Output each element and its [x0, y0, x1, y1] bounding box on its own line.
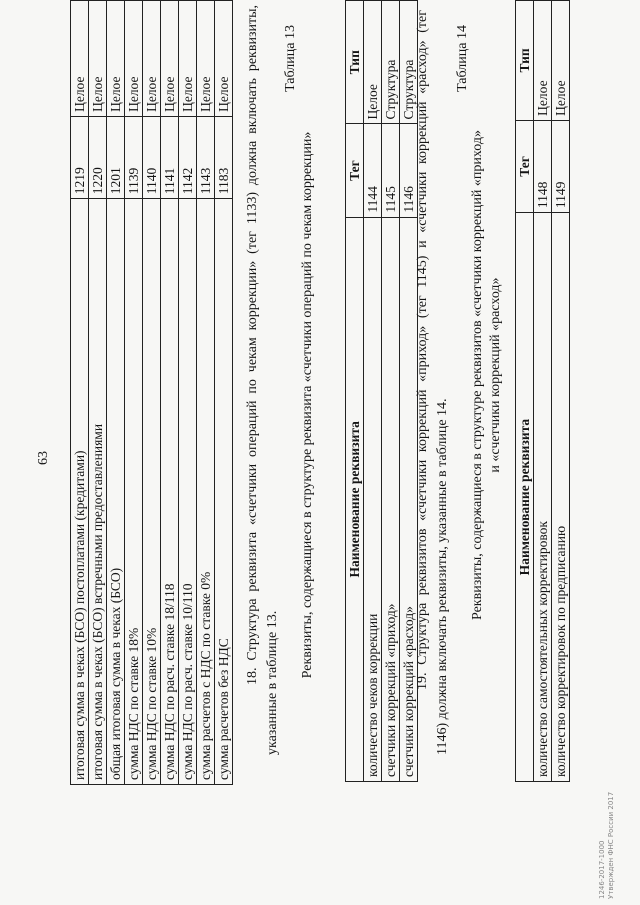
requisite-tag: 1201 — [107, 116, 125, 198]
table-row — [161, 1, 179, 785]
requisite-name: количество корректировок по предписанию — [552, 213, 570, 782]
table-13-body — [364, 1, 418, 782]
table-14-caption-line-2: и «счетчики коррекций «расход» — [488, 277, 503, 473]
page-number: 63 — [36, 451, 51, 465]
requisite-tag: 1148 — [534, 120, 552, 212]
requisite-type: Целое — [179, 1, 197, 117]
table-14-header — [516, 1, 534, 782]
column-header-tag: Тег — [516, 120, 534, 212]
requisite-name: итоговая сумма в чеках (БСО) постоплатами (кредитами) — [71, 199, 89, 785]
requisite-type: Целое — [161, 1, 179, 117]
requisite-tag: 1145 — [382, 124, 400, 217]
table-row — [89, 1, 107, 785]
requisite-name: количество чеков коррекции — [364, 217, 382, 781]
requisite-type: Целое — [89, 1, 107, 117]
table-row — [197, 1, 215, 785]
table-row — [179, 1, 197, 785]
table-14-label: Таблица 14 — [455, 25, 470, 92]
requisite-name: общая итоговая сумма в чеках (БСО) — [107, 199, 125, 785]
requisite-tag: 1146 — [400, 124, 418, 217]
table-14-caption-line-1: Реквизиты, содержащиеся в структуре реквизитов «счетчики коррекций «приход» — [470, 129, 485, 621]
requisite-type: Целое — [552, 1, 570, 121]
requisite-name: количество самостоятельных корректировок — [534, 213, 552, 782]
registration-stamp — [598, 789, 616, 899]
table-13-caption: Реквизиты, содержащиеся в структуре реквизита «счетчики операций по чекам коррекции» — [300, 131, 315, 679]
table-row — [364, 1, 382, 782]
requisite-tag: 1141 — [161, 116, 179, 198]
requisite-type: Целое — [143, 1, 161, 117]
table-14 — [515, 0, 570, 782]
table-continuation-body — [71, 1, 233, 785]
requisite-name: сумма НДС по ставке 10% — [143, 199, 161, 785]
requisite-type: Целое — [215, 1, 233, 117]
table-13-header — [346, 1, 364, 782]
paragraph-18-line-1: 18. Структура реквизита «счетчики операций по чекам коррекции» (тег 1133) должна включать реквизиты, — [245, 5, 260, 685]
table-header-row — [516, 1, 534, 782]
column-header-tag: Тег — [346, 124, 364, 217]
table-row — [534, 1, 552, 782]
paragraph-19-line-2: 1146) должна включать реквизиты, указанные в таблице 14. — [435, 398, 450, 755]
table-14-body — [534, 1, 570, 782]
table-header-row — [346, 1, 364, 782]
requisite-tag: 1139 — [125, 116, 143, 198]
table-row — [215, 1, 233, 785]
requisite-type: Целое — [197, 1, 215, 117]
table-row — [107, 1, 125, 785]
table-13-label: Таблица 13 — [283, 25, 298, 92]
stamp-line-1: 1246-2017-1000 — [598, 840, 606, 899]
requisite-name: сумма расчетов с НДС по ставке 0% — [197, 199, 215, 785]
requisite-name: сумма расчетов без НДС — [215, 199, 233, 785]
column-header-name: Наименование реквизита — [346, 217, 364, 781]
paragraph-19-line-1: 19. Структура реквизитов «счетчики коррекций «приход» (тег 1145) и «счетчики коррекций «расход» (тег — [415, 10, 430, 690]
column-header-type: Тип — [516, 1, 534, 121]
table-row — [552, 1, 570, 782]
table-13 — [345, 0, 418, 782]
requisite-tag: 1183 — [215, 116, 233, 198]
requisite-tag: 1144 — [364, 124, 382, 217]
requisite-tag: 1140 — [143, 116, 161, 198]
requisite-name: итоговая сумма в чеках (БСО) встречными предоставлениями — [89, 199, 107, 785]
requisite-name: сумма НДС по расч. ставке 18/118 — [161, 199, 179, 785]
requisite-tag: 1220 — [89, 116, 107, 198]
table-row — [125, 1, 143, 785]
paragraph-18-line-2: указанные в таблице 13. — [265, 610, 280, 755]
requisite-type: Целое — [364, 1, 382, 125]
column-header-name: Наименование реквизита — [516, 213, 534, 782]
requisite-type: Целое — [534, 1, 552, 121]
table-row — [71, 1, 89, 785]
requisite-type: Целое — [125, 1, 143, 117]
requisite-type: Структура — [400, 1, 418, 125]
requisite-type: Целое — [107, 1, 125, 117]
requisite-type: Структура — [382, 1, 400, 125]
requisite-name: счетчики коррекций «приход» — [382, 217, 400, 781]
column-header-type: Тип — [346, 1, 364, 125]
requisite-name: сумма НДС по ставке 18% — [125, 199, 143, 785]
requisite-name: счетчики коррекций «расход» — [400, 217, 418, 781]
requisite-tag: 1219 — [71, 116, 89, 198]
requisite-type: Целое — [71, 1, 89, 117]
requisite-tag: 1149 — [552, 120, 570, 212]
table-row — [143, 1, 161, 785]
table-continuation — [70, 0, 233, 785]
requisite-name: сумма НДС по расч. ставке 10/110 — [179, 199, 197, 785]
requisite-tag: 1142 — [179, 116, 197, 198]
table-row — [382, 1, 400, 782]
stamp-line-2: Утвержден ФНС России 2017 — [607, 791, 615, 899]
requisite-tag: 1143 — [197, 116, 215, 198]
